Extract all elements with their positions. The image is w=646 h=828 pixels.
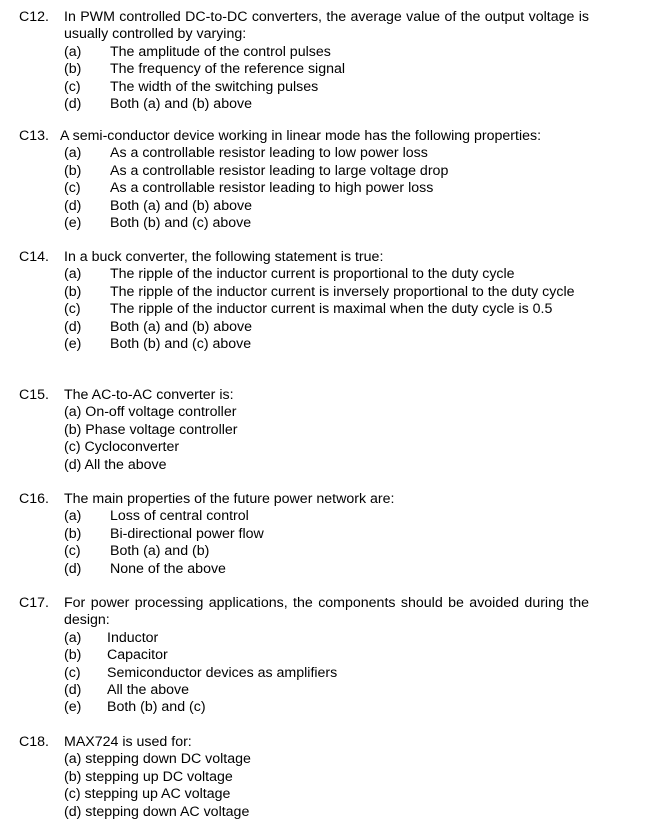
option-text: The width of the switching pulses (110, 78, 319, 95)
option-text: The frequency of the reference signal (110, 61, 346, 78)
option-text: Both (a) and (b) (110, 543, 210, 560)
option-c (64, 786, 589, 803)
option-label: (c) (64, 78, 81, 95)
question-c14 (19, 249, 589, 353)
option-label: (a) (64, 508, 82, 525)
option-text: The amplitude of the control pulses (110, 43, 331, 60)
question-number: C14. (19, 249, 49, 265)
option-text: As a controllable resistor leading to large voltage drop (110, 162, 449, 179)
option-c (64, 79, 589, 96)
option-text: (d) All the above (64, 456, 167, 473)
option-label: (c) (64, 301, 81, 318)
question-number: C12. (19, 9, 49, 25)
option-label: (e) (64, 336, 82, 353)
option-text: (c) stepping up AC voltage (64, 786, 231, 803)
option-text: (b) Phase voltage controller (64, 421, 238, 438)
option-label: (a) (64, 145, 82, 162)
option-label: (b) (64, 162, 82, 179)
option-label: (c) (64, 543, 81, 560)
option-text: (a) stepping down DC voltage (64, 751, 251, 768)
option-d (64, 682, 589, 699)
option-label: (d) (64, 197, 82, 214)
option-text: Bi-directional power flow (110, 525, 264, 542)
question-c15 (19, 387, 589, 474)
option-label: (b) (64, 61, 82, 78)
option-text: (a) On-off voltage controller (64, 404, 237, 421)
option-label: (c) (64, 180, 81, 197)
option-text: (d) stepping down AC voltage (64, 803, 250, 820)
question-stem: The AC-to-AC converter is: (64, 387, 234, 403)
option-label: (d) (64, 318, 82, 335)
option-b (64, 769, 589, 786)
option-text: Both (b) and (c) (107, 699, 206, 716)
option-list (19, 404, 589, 474)
option-c (64, 180, 589, 197)
option-text: The ripple of the inductor current is inversely proportional to the duty cycle (110, 283, 575, 300)
option-d (64, 319, 589, 336)
option-a (64, 751, 589, 768)
option-list (19, 751, 589, 821)
option-label: (c) (64, 664, 81, 681)
option-c (64, 439, 589, 456)
option-text: As a controllable resistor leading to high power loss (110, 180, 434, 197)
option-d (64, 96, 589, 113)
option-label: (e) (64, 215, 82, 232)
option-text: (c) Cycloconverter (64, 439, 180, 456)
option-label: (e) (64, 699, 82, 716)
option-a (64, 145, 589, 162)
option-b (64, 284, 589, 301)
question-number: C16. (19, 491, 49, 507)
option-d (64, 457, 589, 474)
option-list (19, 266, 589, 353)
option-list (19, 508, 589, 578)
option-text: None of the above (110, 560, 226, 577)
option-c (64, 665, 589, 682)
option-e (64, 336, 589, 353)
option-label: (a) (64, 266, 82, 283)
option-text: As a controllable resistor leading to low power loss (110, 145, 428, 162)
option-b (64, 647, 589, 664)
question-c12 (19, 9, 589, 113)
option-label: (b) (64, 647, 82, 664)
option-text: Both (b) and (c) above (110, 336, 252, 353)
option-a (64, 508, 589, 525)
option-text: Loss of central control (110, 508, 249, 525)
option-text: Both (a) and (b) above (110, 197, 252, 214)
option-a (64, 404, 589, 421)
option-label: (d) (64, 560, 82, 577)
question-c16 (19, 491, 589, 578)
option-d (64, 804, 589, 821)
option-e (64, 215, 589, 232)
question-number: C15. (19, 387, 49, 403)
option-a (64, 266, 589, 283)
option-text: (b) stepping up DC voltage (64, 768, 233, 785)
option-label: (d) (64, 96, 82, 113)
option-a (64, 44, 589, 61)
option-c (64, 543, 589, 560)
question-stem: The main properties of the future power network are: (64, 491, 395, 507)
option-label: (a) (64, 629, 82, 646)
option-label: (b) (64, 283, 82, 300)
option-text: Capacitor (107, 647, 168, 664)
question-stem: In a buck converter, the following statement is true: (64, 249, 384, 265)
question-c18 (19, 734, 589, 821)
option-text: Inductor (107, 629, 159, 646)
option-text: Both (a) and (b) above (110, 96, 252, 113)
option-d (64, 198, 589, 215)
option-label: (d) (64, 682, 82, 699)
question-stem: MAX724 is used for: (64, 734, 192, 750)
question-number: C17. (19, 595, 49, 611)
option-text: The ripple of the inductor current is maximal when the duty cycle is 0.5 (110, 301, 553, 318)
option-text: The ripple of the inductor current is proportional to the duty cycle (110, 266, 515, 283)
question-c17 (19, 595, 589, 717)
option-label: (a) (64, 43, 82, 60)
option-text: Both (b) and (c) above (110, 215, 252, 232)
question-c13 (19, 128, 589, 232)
option-c (64, 301, 589, 318)
option-b (64, 526, 589, 543)
option-list (19, 44, 589, 114)
question-stem: In PWM controlled DC-to-DC converters, the average value of the output voltage is usually controlled by varying: (64, 9, 589, 43)
option-text: Semiconductor devices as amplifiers (107, 664, 338, 681)
option-d (64, 561, 589, 578)
option-text: Both (a) and (b) above (110, 318, 252, 335)
option-b (64, 163, 589, 180)
option-list (19, 630, 589, 717)
question-stem: For power processing applications, the components should be avoided during the design: (64, 595, 589, 629)
option-list (19, 145, 589, 232)
question-stem: A semi-conductor device working in linear mode has the following properties: (60, 128, 542, 144)
option-b (64, 422, 589, 439)
option-b (64, 61, 589, 78)
question-number: C18. (19, 734, 49, 750)
option-text: All the above (107, 682, 190, 699)
option-a (64, 630, 589, 647)
option-label: (b) (64, 525, 82, 542)
question-number: C13. (19, 128, 49, 144)
option-e (64, 699, 589, 716)
